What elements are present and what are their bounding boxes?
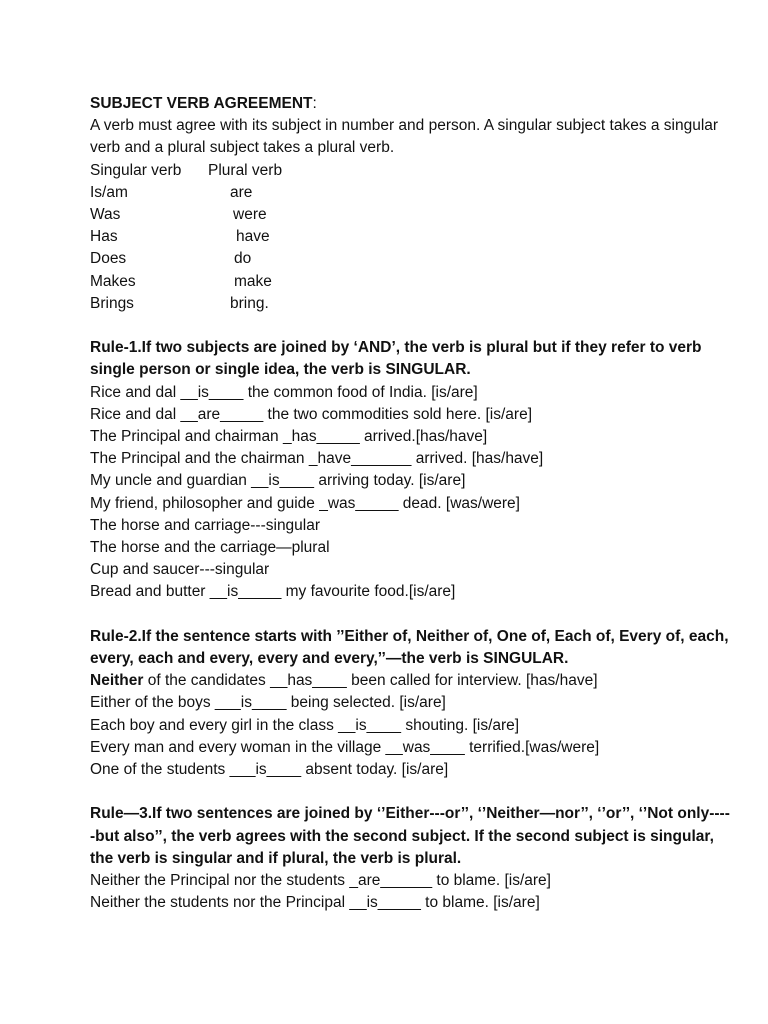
page-title: SUBJECT VERB AGREEMENT: [90, 95, 313, 112]
singular-verb: Does: [90, 250, 127, 268]
example-sentence: The horse and the carriage—plural: [90, 539, 330, 557]
example-sentence: Bread and butter __is_____ my favourite food.[is/are]: [90, 583, 456, 601]
singular-verb: Makes: [90, 272, 136, 290]
rule-1-heading: Rule-1.If two subjects are joined by ‘AND’, the verb is plural but if they refer to verb single person or single idea, the verb is SINGULAR.: [90, 339, 702, 379]
rule-2-first-example: [90, 670, 730, 692]
example-sentence: Rice and dal __are_____ the two commodities sold here. [is/are]: [90, 405, 532, 423]
singular-verb: Was: [90, 206, 121, 224]
plural-verb: make: [234, 272, 272, 290]
example-sentence: My uncle and guardian __is____ arriving today. [is/are]: [90, 472, 466, 490]
example-sentence: Rice and dal __is____ the common food of India. [is/are]: [90, 383, 478, 401]
title-colon: :: [312, 95, 317, 112]
singular-verb-header: Singular verb: [90, 161, 182, 179]
plural-verb: do: [234, 250, 252, 268]
rule-2-first-example-rest: of the candidates __has____ been called for interview. [has/have]: [143, 672, 598, 690]
rule-3-heading: Rule—3.If two sentences are joined by ‘’Either---or’’, ‘’Neither—nor’’, ‘’or’’, ‘’Not only-----but also’’, the verb agrees with the second subject. If the second subject is singular, the verb is singular and if plural, the verb is plural.: [90, 805, 730, 867]
spacer: [90, 315, 730, 337]
example-sentence: The Principal and chairman _has_____ arrived.[has/have]: [90, 428, 488, 446]
document-content: [90, 93, 730, 914]
plural-verb: were: [233, 206, 267, 224]
verb-table-row: [90, 293, 730, 315]
plural-verb: are: [230, 183, 253, 201]
example-sentence: One of the students ___is____ absent today. [is/are]: [90, 761, 449, 779]
verb-table-row: [90, 204, 730, 226]
verb-table-row: [90, 226, 730, 248]
example-sentence: Each boy and every girl in the class __is____ shouting. [is/are]: [90, 716, 520, 734]
example-sentence: My friend, philosopher and guide _was_____ dead. [was/were]: [90, 494, 520, 512]
verb-table-row: [90, 248, 730, 270]
singular-verb: Is/am: [90, 183, 128, 201]
verb-table-header: [90, 160, 730, 182]
spacer: [90, 604, 730, 626]
example-sentence: Neither the students nor the Principal __is_____ to blame. [is/are]: [90, 894, 540, 912]
rule-2-examples: [90, 692, 730, 781]
example-sentence: The horse and carriage---singular: [90, 516, 321, 534]
plural-verb: have: [236, 228, 270, 246]
rule-3-examples: [90, 870, 730, 914]
example-sentence: Every man and every woman in the village __was____ terrified.[was/were]: [90, 738, 600, 756]
example-sentence: Neither the Principal nor the students _are______ to blame. [is/are]: [90, 872, 551, 890]
example-sentence: Cup and saucer---singular: [90, 561, 270, 579]
example-sentence: Either of the boys ___is____ being selected. [is/are]: [90, 694, 446, 712]
verb-table-row: [90, 182, 730, 204]
singular-verb: Brings: [90, 294, 134, 312]
spacer: [90, 781, 730, 803]
verb-table-rows: [90, 182, 730, 315]
example-sentence: The Principal and the chairman _have_______ arrived. [has/have]: [90, 450, 544, 468]
title-line: [90, 93, 730, 115]
neither-bold-word: Neither: [90, 672, 144, 690]
singular-verb: Has: [90, 228, 118, 246]
plural-verb-header: Plural verb: [208, 161, 283, 179]
rule-2-heading: Rule-2.If the sentence starts with ’’Either of, Neither of, One of, Each of, Every of, each, every, each and every, every and every,’’—the verb is SINGULAR.: [90, 627, 729, 668]
plural-verb: bring.: [230, 294, 269, 312]
intro-paragraph: A verb must agree with its subject in number and person. A singular subject takes a singular verb and a plural subject takes a plural verb.: [90, 117, 719, 157]
rule-1-examples: [90, 382, 730, 604]
verb-table-row: [90, 271, 730, 293]
